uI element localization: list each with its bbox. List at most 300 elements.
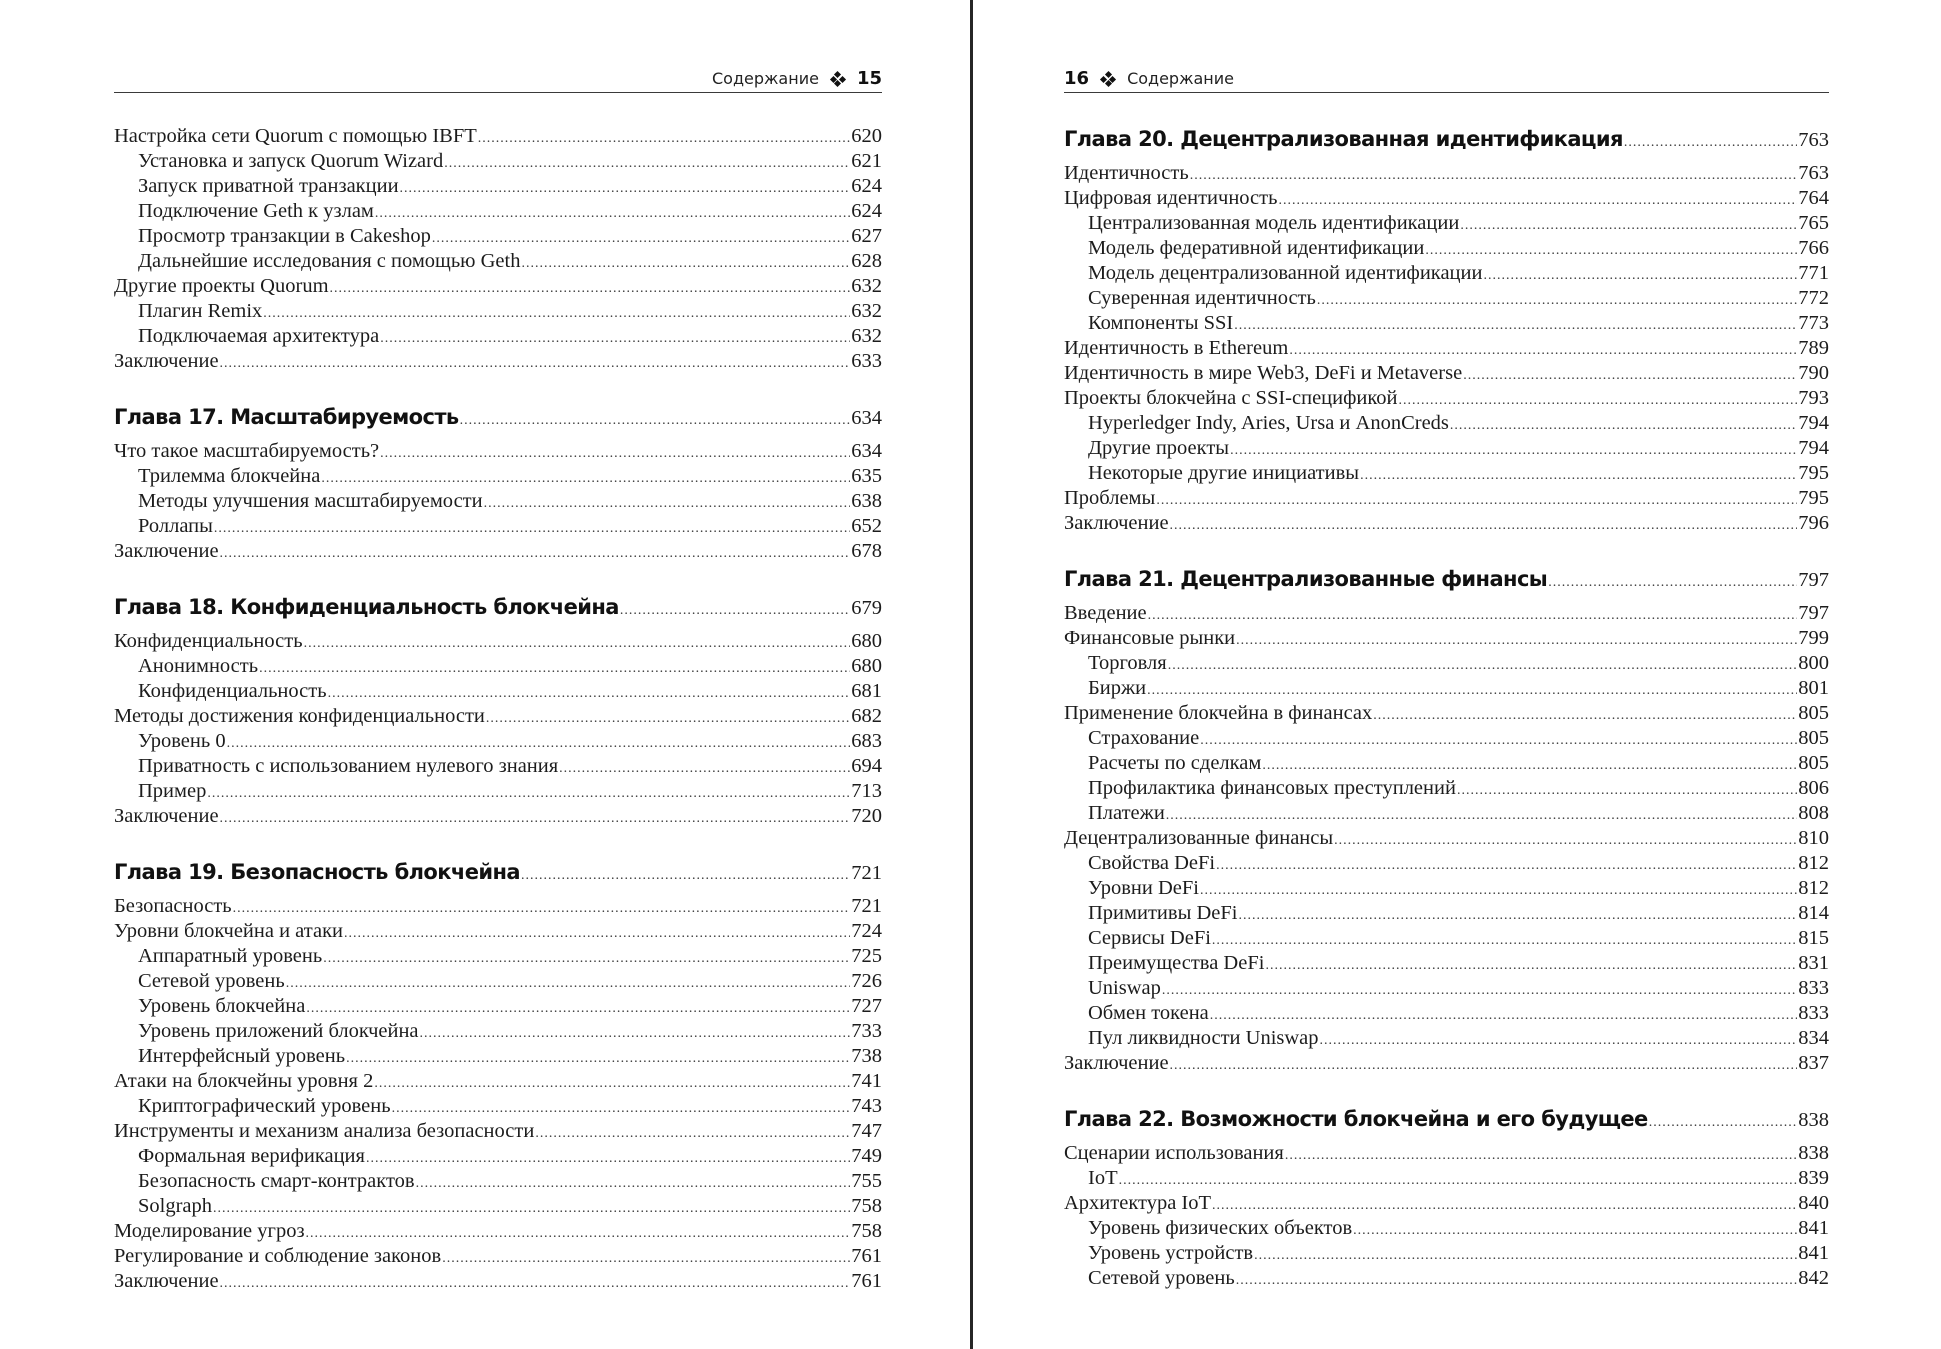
- dot-leader: [400, 176, 851, 201]
- toc-entry-title: Глава 22. Возможности блокчейна и его будущее: [1064, 1107, 1648, 1131]
- toc-entry[interactable]: [114, 174, 882, 199]
- dot-leader: [444, 151, 850, 176]
- toc-entry-page: 833: [1798, 1002, 1829, 1024]
- dot-leader: [304, 631, 851, 656]
- dot-leader: [1399, 388, 1798, 413]
- dot-leader: [460, 405, 851, 436]
- toc-entry[interactable]: [1064, 486, 1829, 511]
- dot-leader: [1236, 628, 1797, 653]
- toc-entry[interactable]: [114, 1044, 882, 1069]
- dot-leader: [1254, 1243, 1797, 1268]
- toc-entry-title: Пул ликвидности Uniswap: [1088, 1027, 1319, 1049]
- toc-entry-title: Модель федеративной идентификации: [1088, 237, 1425, 259]
- toc-entry[interactable]: [1064, 1216, 1829, 1241]
- toc-entry-page: 678: [851, 540, 882, 562]
- toc-entry-title: Суверенная идентичность: [1088, 287, 1316, 309]
- diamond-ornament-icon: [1101, 72, 1115, 86]
- toc-entry-page: 833: [1798, 977, 1829, 999]
- toc-entry[interactable]: [1064, 726, 1829, 751]
- toc-entry[interactable]: [114, 1069, 882, 1094]
- toc-entry[interactable]: [114, 969, 882, 994]
- toc-entry[interactable]: [1064, 876, 1829, 901]
- toc-entry-page: 633: [851, 350, 882, 372]
- dot-leader: [620, 595, 850, 626]
- toc-entry[interactable]: [1064, 701, 1829, 726]
- dot-leader: [1148, 603, 1798, 628]
- page-number: 15: [856, 68, 882, 89]
- toc-entry[interactable]: [1064, 261, 1829, 286]
- dot-leader: [1457, 778, 1797, 803]
- dot-leader: [323, 946, 850, 971]
- toc-entry-page: 797: [1798, 602, 1829, 624]
- toc-entry-page: 682: [851, 705, 882, 727]
- toc-entry-title: Uniswap: [1088, 977, 1161, 999]
- toc-entry-title: Примитивы DeFi: [1088, 902, 1238, 924]
- toc-entry-title: Просмотр транзакции в Cakeshop: [138, 225, 431, 247]
- toc-entry-title: Некоторые другие инициативы: [1088, 462, 1360, 484]
- dot-leader: [344, 921, 850, 946]
- toc-entry[interactable]: [1064, 826, 1829, 851]
- toc-entry[interactable]: [1064, 461, 1829, 486]
- toc-entry[interactable]: [1064, 1191, 1829, 1216]
- toc-entry[interactable]: [114, 1119, 882, 1144]
- toc-entry[interactable]: [114, 514, 882, 539]
- toc-entry-title: Применение блокчейна в финансах: [1064, 702, 1373, 724]
- toc-entry-page: 764: [1798, 187, 1829, 209]
- toc-entry-title: Архитектура IoT: [1064, 1192, 1212, 1214]
- toc-entry-title: Анонимность: [138, 655, 259, 677]
- toc-entry[interactable]: [114, 464, 882, 489]
- toc-entry[interactable]: [1064, 801, 1829, 826]
- toc-entry[interactable]: [114, 729, 882, 754]
- toc-entry-title: Другие проекты: [1088, 437, 1230, 459]
- toc-entry-page: 805: [1798, 702, 1829, 724]
- dot-leader: [227, 731, 851, 756]
- dot-leader: [220, 541, 851, 566]
- toc-entry[interactable]: [1064, 676, 1829, 701]
- dot-leader: [375, 201, 850, 226]
- dot-leader: [330, 276, 851, 301]
- dot-leader: [1265, 953, 1797, 978]
- dot-leader: [420, 1021, 851, 1046]
- book-spine-divider: [970, 0, 973, 1349]
- toc-entry[interactable]: [1064, 976, 1829, 1001]
- dot-leader: [1320, 1028, 1798, 1053]
- dot-leader: [220, 1271, 851, 1296]
- toc-entry-page: 763: [1798, 129, 1829, 151]
- toc-entry-page: 810: [1798, 827, 1829, 849]
- toc-entry[interactable]: [114, 1169, 882, 1194]
- dot-leader: [213, 1196, 850, 1221]
- toc-entry-page: 749: [851, 1145, 882, 1167]
- toc-entry-page: 834: [1798, 1027, 1829, 1049]
- toc-entry-page: 790: [1798, 362, 1829, 384]
- dot-leader: [1234, 313, 1797, 338]
- toc-entry-title: Централизованная модель идентификации: [1088, 212, 1460, 234]
- toc-entry-title: Конфиденциальность: [114, 630, 303, 652]
- dot-leader: [220, 806, 851, 831]
- toc-chapter-heading[interactable]: [114, 592, 882, 623]
- toc-entry[interactable]: [1064, 951, 1829, 976]
- toc-entry-title: Уровень 0: [138, 730, 226, 752]
- dot-leader: [1162, 978, 1797, 1003]
- toc-entry-title: Плагин Remix: [138, 300, 263, 322]
- toc-entry[interactable]: [1064, 161, 1829, 186]
- toc-entry[interactable]: [1064, 411, 1829, 436]
- toc-entry-page: 638: [851, 490, 882, 512]
- toc-chapter-heading[interactable]: [114, 402, 882, 433]
- dot-leader: [1170, 513, 1798, 538]
- toc-entry-page: 713: [851, 780, 882, 802]
- dot-leader: [1156, 488, 1797, 513]
- dot-leader: [1238, 903, 1797, 928]
- toc-chapter-heading[interactable]: [1064, 564, 1829, 595]
- toc-entry-page: 624: [851, 200, 882, 222]
- toc-entry-page: 814: [1798, 902, 1829, 924]
- toc-entry-title: Глава 19. Безопасность блокчейна: [114, 860, 520, 884]
- toc-entry[interactable]: [114, 299, 882, 324]
- toc-entry-page: 632: [851, 325, 882, 347]
- toc-entry[interactable]: [1064, 776, 1829, 801]
- toc-entry[interactable]: [1064, 436, 1829, 461]
- toc-entry-page: 624: [851, 175, 882, 197]
- dot-leader: [559, 756, 850, 781]
- toc-entry-title: Другие проекты Quorum: [114, 275, 329, 297]
- dot-leader: [306, 1221, 851, 1246]
- dot-leader: [1373, 703, 1797, 728]
- toc-entry[interactable]: [114, 149, 882, 174]
- toc-entry[interactable]: [1064, 851, 1829, 876]
- toc-entry[interactable]: [114, 894, 882, 919]
- dot-leader: [1460, 213, 1797, 238]
- toc-entry-title: Сетевой уровень: [138, 970, 285, 992]
- dot-leader: [442, 1246, 850, 1271]
- toc-entry[interactable]: [1064, 901, 1829, 926]
- toc-entry[interactable]: [1064, 1166, 1829, 1191]
- toc-entry-title: Уровни блокчейна и атаки: [114, 920, 343, 942]
- toc-entry-title: Заключение: [114, 350, 219, 372]
- toc-entry-title: Модель децентрализованной идентификации: [1088, 262, 1483, 284]
- toc-entry[interactable]: [114, 944, 882, 969]
- toc-entry[interactable]: [1064, 361, 1829, 386]
- dot-leader: [214, 516, 850, 541]
- toc-entry-title: Методы достижения конфиденциальности: [114, 705, 485, 727]
- toc-entry-page: 839: [1798, 1167, 1829, 1189]
- toc-entry[interactable]: [1064, 236, 1829, 261]
- dot-leader: [366, 1146, 850, 1171]
- toc-entry-page: 738: [851, 1045, 882, 1067]
- toc-entry-title: Проекты блокчейна с SSI-спецификой: [1064, 387, 1398, 409]
- toc-entry[interactable]: [1064, 926, 1829, 951]
- toc-entry[interactable]: [114, 274, 882, 299]
- dot-leader: [1463, 363, 1797, 388]
- dot-leader: [380, 441, 850, 466]
- dot-leader: [392, 1096, 851, 1121]
- toc-entry-page: 794: [1798, 412, 1829, 434]
- dot-leader: [1317, 288, 1797, 313]
- dot-leader: [1285, 1143, 1797, 1168]
- toc-entry-page: 812: [1798, 877, 1829, 899]
- dot-leader: [1278, 188, 1797, 213]
- toc-entry-page: 838: [1798, 1109, 1829, 1131]
- toc-entry-page: 842: [1798, 1267, 1829, 1289]
- toc-entry-page: 761: [851, 1245, 882, 1267]
- dot-leader: [286, 971, 851, 996]
- toc-entry-page: 841: [1798, 1242, 1829, 1264]
- toc-entry-title: Solgraph: [138, 1195, 213, 1217]
- dot-leader: [1190, 163, 1798, 188]
- toc-entry-title: IoT: [1088, 1167, 1118, 1189]
- toc-entry-page: 758: [851, 1195, 882, 1217]
- dot-leader: [1170, 1053, 1798, 1078]
- toc-entry-page: 805: [1798, 752, 1829, 774]
- dot-leader: [1200, 728, 1797, 753]
- toc-entry-title: Уровни DeFi: [1088, 877, 1199, 899]
- toc-entry-title: Введение: [1064, 602, 1147, 624]
- dot-leader: [1483, 263, 1797, 288]
- toc-entry[interactable]: [114, 629, 882, 654]
- dot-leader: [346, 1046, 850, 1071]
- dot-leader: [1230, 438, 1797, 463]
- toc-entry[interactable]: [1064, 1241, 1829, 1266]
- toc-entry[interactable]: [114, 349, 882, 374]
- toc-entry-title: Настройка сети Quorum с помощью IBFT: [114, 125, 477, 147]
- toc-entry[interactable]: [1064, 336, 1829, 361]
- toc-chapter-heading[interactable]: [1064, 124, 1829, 155]
- toc-entry[interactable]: [114, 1269, 882, 1294]
- toc-entry-page: 721: [851, 895, 882, 917]
- toc-entry-title: Децентрализованные финансы: [1064, 827, 1334, 849]
- toc-entry-title: Свойства DeFi: [1088, 852, 1216, 874]
- toc-entry-page: 747: [851, 1120, 882, 1142]
- toc-entry[interactable]: [1064, 651, 1829, 676]
- toc-entry[interactable]: [1064, 1026, 1829, 1051]
- toc-entry-page: 726: [851, 970, 882, 992]
- toc-entry-page: 800: [1798, 652, 1829, 674]
- toc-entry-title: Уровень физических объектов: [1088, 1217, 1353, 1239]
- toc-entry-title: Аппаратный уровень: [138, 945, 323, 967]
- page-number: 16: [1064, 68, 1090, 89]
- dot-leader: [1147, 678, 1797, 703]
- dot-leader: [1262, 753, 1797, 778]
- toc-entry-title: Глава 20. Децентрализованная идентификация: [1064, 127, 1623, 151]
- toc-entry-page: 801: [1798, 677, 1829, 699]
- toc-entry[interactable]: [1064, 1051, 1829, 1076]
- toc-entry-title: Регулирование и соблюдение законов: [114, 1245, 442, 1267]
- toc-entry[interactable]: [114, 1244, 882, 1269]
- toc-entry[interactable]: [114, 919, 882, 944]
- toc-entry-title: Расчеты по сделкам: [1088, 752, 1262, 774]
- dot-leader: [1216, 853, 1797, 878]
- running-head-title: Содержание: [1127, 69, 1235, 88]
- toc-entry[interactable]: [1064, 311, 1829, 336]
- toc-entry[interactable]: [114, 1094, 882, 1119]
- dot-leader: [380, 326, 850, 351]
- toc-entry-page: 773: [1798, 312, 1829, 334]
- toc-entry-title: Что такое масштабируемость?: [114, 440, 380, 462]
- toc-entry[interactable]: [114, 754, 882, 779]
- dot-leader: [521, 860, 850, 891]
- toc-entry[interactable]: [114, 654, 882, 679]
- toc-entry-title: Глава 17. Масштабируемость: [114, 405, 459, 429]
- toc-entry[interactable]: [114, 804, 882, 829]
- toc-entry-title: Платежи: [1088, 802, 1165, 824]
- toc-entry[interactable]: [114, 704, 882, 729]
- toc-entry-page: 627: [851, 225, 882, 247]
- table-of-contents-right: [1064, 124, 1829, 1291]
- dot-leader: [1236, 1268, 1798, 1293]
- toc-entry-title: Сетевой уровень: [1088, 1267, 1235, 1289]
- toc-entry[interactable]: [1064, 626, 1829, 651]
- toc-entry-page: 628: [851, 250, 882, 272]
- toc-entry-title: Глава 21. Децентрализованные финансы: [1064, 567, 1548, 591]
- diamond-ornament-icon: [831, 72, 845, 86]
- toc-entry[interactable]: [1064, 601, 1829, 626]
- toc-entry[interactable]: [114, 199, 882, 224]
- toc-entry-page: 761: [851, 1270, 882, 1292]
- toc-entry[interactable]: [1064, 511, 1829, 536]
- dot-leader: [374, 1071, 850, 1096]
- toc-entry-page: 795: [1798, 462, 1829, 484]
- toc-entry-page: 831: [1798, 952, 1829, 974]
- dot-leader: [328, 681, 851, 706]
- toc-entry-title: Заключение: [114, 1270, 219, 1292]
- toc-entry[interactable]: [114, 1219, 882, 1244]
- toc-entry-page: 799: [1798, 627, 1829, 649]
- toc-entry-title: Методы улучшения масштабируемости: [138, 490, 483, 512]
- dot-leader: [1334, 828, 1797, 853]
- toc-entry-page: 632: [851, 300, 882, 322]
- toc-entry-page: 765: [1798, 212, 1829, 234]
- dot-leader: [321, 466, 850, 491]
- toc-entry-title: Сценарии использования: [1064, 1142, 1284, 1164]
- dot-leader: [1119, 1168, 1798, 1193]
- dot-leader: [416, 1171, 851, 1196]
- toc-entry-page: 683: [851, 730, 882, 752]
- dot-leader: [535, 1121, 850, 1146]
- toc-entry-page: 794: [1798, 437, 1829, 459]
- toc-entry-page: 793: [1798, 387, 1829, 409]
- toc-entry[interactable]: [114, 679, 882, 704]
- toc-entry-page: 808: [1798, 802, 1829, 824]
- toc-entry-title: Роллапы: [138, 515, 213, 537]
- toc-entry[interactable]: [114, 1194, 882, 1219]
- toc-entry[interactable]: [114, 249, 882, 274]
- toc-entry-title: Идентичность: [1064, 162, 1189, 184]
- dot-leader: [207, 781, 850, 806]
- toc-entry-page: 634: [851, 407, 882, 429]
- toc-entry-page: 806: [1798, 777, 1829, 799]
- toc-entry-title: Глава 18. Конфиденциальность блокчейна: [114, 595, 619, 619]
- toc-entry-title: Инструменты и механизм анализа безопасности: [114, 1120, 535, 1142]
- dot-leader: [1168, 653, 1798, 678]
- toc-entry[interactable]: [114, 324, 882, 349]
- dot-leader: [521, 251, 850, 276]
- toc-entry-page: 837: [1798, 1052, 1829, 1074]
- toc-entry[interactable]: [114, 124, 882, 149]
- toc-entry[interactable]: [114, 1019, 882, 1044]
- toc-entry-title: Трилемма блокчейна: [138, 465, 321, 487]
- dot-leader: [1360, 463, 1797, 488]
- toc-entry-title: Интерфейсный уровень: [138, 1045, 346, 1067]
- toc-entry[interactable]: [114, 224, 882, 249]
- toc-entry[interactable]: [114, 994, 882, 1019]
- toc-entry-page: 840: [1798, 1192, 1829, 1214]
- toc-entry-title: Уровень блокчейна: [138, 995, 306, 1017]
- toc-entry[interactable]: [1064, 186, 1829, 211]
- toc-chapter-heading[interactable]: [1064, 1104, 1829, 1135]
- toc-entry-title: Страхование: [1088, 727, 1200, 749]
- toc-entry-page: 763: [1798, 162, 1829, 184]
- toc-entry[interactable]: [1064, 1001, 1829, 1026]
- dot-leader: [1450, 413, 1797, 438]
- toc-entry[interactable]: [1064, 751, 1829, 776]
- toc-chapter-heading[interactable]: [114, 857, 882, 888]
- toc-entry-page: 634: [851, 440, 882, 462]
- toc-entry[interactable]: [1064, 286, 1829, 311]
- toc-entry[interactable]: [114, 1144, 882, 1169]
- toc-entry-page: 796: [1798, 512, 1829, 534]
- toc-entry-page: 812: [1798, 852, 1829, 874]
- toc-entry-page: 721: [851, 862, 882, 884]
- toc-entry-page: 727: [851, 995, 882, 1017]
- dot-leader: [1624, 127, 1797, 158]
- dot-leader: [233, 896, 851, 921]
- toc-entry[interactable]: [1064, 386, 1829, 411]
- dot-leader: [1548, 567, 1797, 598]
- toc-entry-page: 758: [851, 1220, 882, 1242]
- toc-entry-title: Криптографический уровень: [138, 1095, 391, 1117]
- toc-entry-title: Заключение: [114, 540, 219, 562]
- toc-entry-title: Формальная верификация: [138, 1145, 365, 1167]
- toc-entry-page: 789: [1798, 337, 1829, 359]
- dot-leader: [263, 301, 850, 326]
- dot-leader: [1210, 1003, 1797, 1028]
- toc-entry-title: Установка и запуск Quorum Wizard: [138, 150, 444, 172]
- dot-leader: [1212, 928, 1797, 953]
- toc-entry[interactable]: [1064, 211, 1829, 236]
- toc-entry-title: Торговля: [1088, 652, 1167, 674]
- toc-entry-title: Приватность с использованием нулевого знания: [138, 755, 559, 777]
- toc-entry-page: 766: [1798, 237, 1829, 259]
- toc-entry-page: 694: [851, 755, 882, 777]
- toc-entry-title: Биржи: [1088, 677, 1147, 699]
- running-head-left: [114, 66, 882, 93]
- toc-entry-title: Заключение: [1064, 512, 1169, 534]
- toc-entry-page: 621: [851, 150, 882, 172]
- dot-leader: [432, 226, 850, 251]
- toc-entry-title: Моделирование угроз: [114, 1220, 305, 1242]
- toc-entry[interactable]: [1064, 1266, 1829, 1291]
- toc-entry-page: 797: [1798, 569, 1829, 591]
- dot-leader: [1353, 1218, 1797, 1243]
- toc-entry-page: 755: [851, 1170, 882, 1192]
- toc-entry[interactable]: [114, 439, 882, 464]
- dot-leader: [306, 996, 850, 1021]
- table-of-contents-left: [114, 124, 882, 1294]
- dot-leader: [259, 656, 850, 681]
- toc-entry-title: Финансовые рынки: [1064, 627, 1236, 649]
- toc-entry-page: 680: [851, 655, 882, 677]
- toc-entry[interactable]: [114, 539, 882, 564]
- toc-entry[interactable]: [114, 779, 882, 804]
- toc-entry-page: 632: [851, 275, 882, 297]
- toc-entry-title: Hyperledger Indy, Aries, Ursa и AnonCreds: [1088, 412, 1449, 434]
- toc-entry[interactable]: [1064, 1141, 1829, 1166]
- toc-entry[interactable]: [114, 489, 882, 514]
- toc-entry-title: Запуск приватной транзакции: [138, 175, 399, 197]
- dot-leader: [1212, 1193, 1797, 1218]
